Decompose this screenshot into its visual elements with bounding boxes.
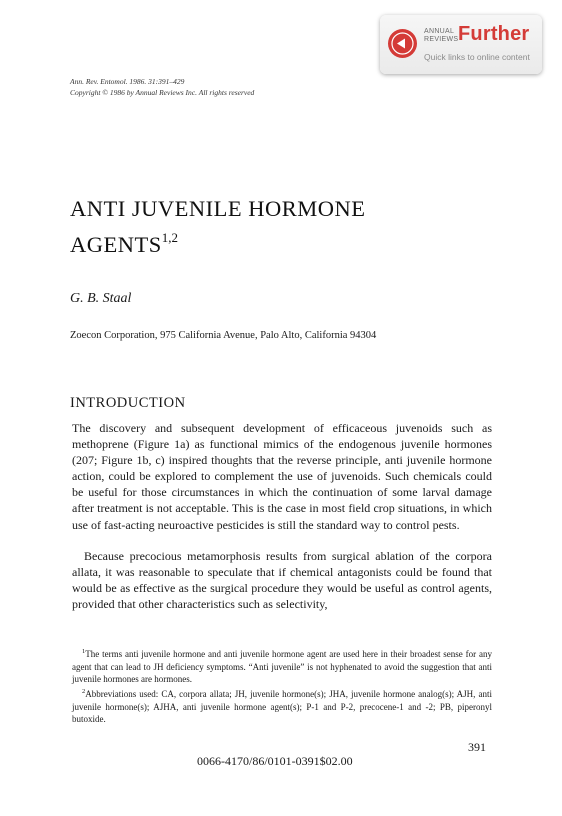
further-label: Further <box>458 23 530 45</box>
page-number: 391 <box>468 740 486 754</box>
annual-label: ANNUAL <box>424 28 455 35</box>
play-left-arrow-icon <box>387 28 418 59</box>
title-line-1: ANTI JUVENILE HORMONE <box>70 196 366 221</box>
article-code: 0066-4170/86/0101-0391$02.00 <box>197 754 353 768</box>
title-footnote-marks: 1,2 <box>161 230 178 245</box>
footnote-2-mark: 2 <box>82 688 86 695</box>
further-subtext: Quick links to online content <box>424 52 530 62</box>
annual-reviews-further-badge[interactable] <box>380 15 542 74</box>
copyright-line: Copyright © 1986 by Annual Reviews Inc. All rights reserved <box>70 88 255 97</box>
footnote-1 <box>72 646 492 686</box>
footnote-1-mark: 1 <box>82 648 86 655</box>
footnote-1-text: The terms anti juvenile hormone and anti juvenile hormone agent are used here in their broadest sense for any agent that can lead to JH deficiency symptoms. “Anti juvenile” is not hyphenated to avoid the suggestion that anti juvenile hormones are hormones. <box>72 649 492 684</box>
footnote-2 <box>72 686 492 726</box>
author-affiliation: Zoecon Corporation, 975 California Avenue, Palo Alto, California 94304 <box>70 330 377 341</box>
section-heading: INTRODUCTION <box>70 395 186 411</box>
article-title <box>70 194 490 259</box>
journal-citation: Ann. Rev. Entomol. 1986. 31:391–429 <box>70 77 185 86</box>
footnote-2-text: Abbreviations used: CA, corpora allata; JH, juvenile hormone(s); JHA, juvenile hormone analog(s); AJH, anti juvenile hormone(s); AJHA, anti juvenile hormone agent(s); P-1 and P-2, precocene-1 and -2; PB, piperonyl butoxide. <box>72 689 492 724</box>
author-name: G. B. Staal <box>70 291 132 306</box>
title-line-2 <box>70 223 490 259</box>
body-paragraph-1: The discovery and subsequent development of efficaceous juvenoids such as methoprene (Figure 1a) as functional mimics of the endogenous juvenile hormones (207; Figure 1b, c) inspired thoughts that the reverse principle, anti juvenile hormone action, could be explored to complement the use of juvenoids. Such chemicals could be useful for those circumstances in which the continuation of some larval damage after treatment is not acceptable. This is the case in most field crop situations, in which use of fast-acting neuroactive pesticides is still the standard way to control pests. <box>72 421 492 532</box>
reviews-label: REVIEWS <box>424 36 459 43</box>
body-paragraph-2: Because precocious metamorphosis results from surgical ablation of the corpora allata, it was reasonable to speculate that if chemical antagonists could be found that would be as effective as the surgical procedure they would be useful as control agents, provided that other characteristics such as selectivity, <box>72 549 492 612</box>
title-line-2-text: AGENTS <box>70 232 162 257</box>
annual-reviews-logotype <box>424 28 458 44</box>
